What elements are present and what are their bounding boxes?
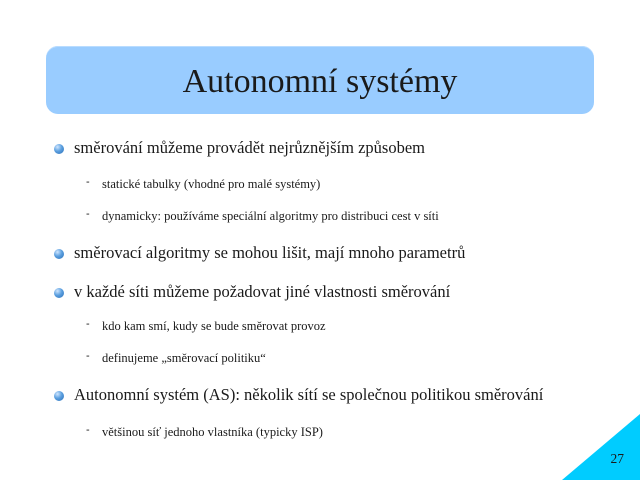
blue-sphere-bullet-icon [54,391,64,401]
dash-bullet-icon: - [86,318,90,330]
dash-bullet-icon: - [86,208,90,220]
dash-bullet-icon: - [86,424,90,436]
sub-bullet-item: statické tabulky (vhodné pro malé systémy) [102,177,321,191]
bullet-item: směrovací algoritmy se mohou lišit, mají mnoho parametrů [74,243,466,262]
slide-title: Autonomní systémy [182,63,458,100]
bullet-item: v každé síti můžeme požadovat jiné vlastnosti směrování [74,282,451,301]
corner-triangle [562,414,640,480]
blue-sphere-bullet-icon [54,144,64,154]
sub-bullet-item: dynamicky: používáme speciální algoritmy pro distribuci cest v síti [102,209,439,223]
blue-sphere-bullet-icon [54,288,64,298]
bullet-item: Autonomní systém (AS): několik sítí se společnou politikou směrování [74,385,544,404]
bullet-item: směrování můžeme provádět nejrůznějším způsobem [74,138,425,157]
sub-bullet-item: kdo kam smí, kudy se bude směrovat provoz [102,319,326,333]
sub-bullet-item: definujeme „směrovací politiku“ [102,351,266,365]
dash-bullet-icon: - [86,176,90,188]
page-number: 27 [610,451,624,466]
blue-sphere-bullet-icon [54,249,64,259]
dash-bullet-icon: - [86,350,90,362]
sub-bullet-item: většinou síť jednoho vlastníka (typicky ISP) [102,425,323,439]
